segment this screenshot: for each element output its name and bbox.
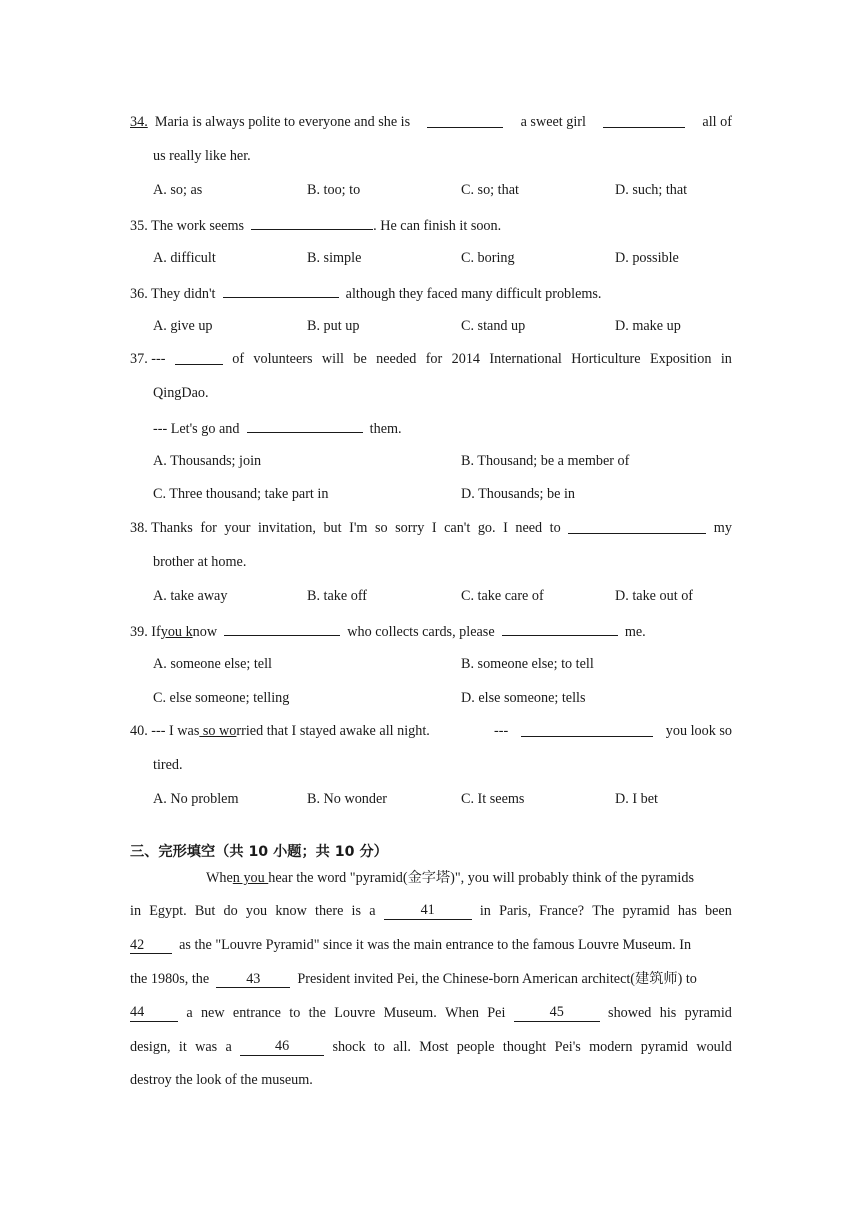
question-text: for <box>200 520 217 536</box>
passage-text: entrance <box>232 1005 281 1021</box>
passage-line-3 <box>130 936 691 954</box>
question-38-line2: brother at home. <box>153 554 247 570</box>
option-c: C. stand up <box>461 318 526 334</box>
cloze-blank-45: 45 <box>514 1004 600 1022</box>
question-text: who collects cards, please <box>347 624 495 640</box>
passage-text: a <box>369 903 376 919</box>
question-text: your <box>224 520 251 536</box>
question-text: I <box>503 520 508 536</box>
option-d: D. take out of <box>615 588 694 604</box>
option-c: C. so; that <box>461 182 519 198</box>
question-text: so wo <box>199 723 237 739</box>
question-text: invitation, <box>257 520 316 536</box>
passage-text: Egypt. <box>149 903 187 919</box>
question-text: me. <box>624 624 646 640</box>
question-37-line2: QingDao. <box>153 385 209 401</box>
answer-blank <box>568 519 706 534</box>
passage-line-7: destroy the look of the museum. <box>130 1072 313 1088</box>
answer-blank <box>427 113 503 128</box>
question-text: need <box>515 520 543 536</box>
passage-text: been <box>705 903 732 919</box>
cloze-blank-46: 46 <box>240 1038 324 1056</box>
option-c: C. else someone; telling <box>153 690 290 706</box>
question-text: --- I was <box>151 723 200 739</box>
option-a: A. someone else; tell <box>153 656 272 672</box>
option-d: D. possible <box>615 250 679 266</box>
passage-text: to <box>289 1005 301 1021</box>
question-37-line1 <box>130 350 732 368</box>
passage-line-1 <box>206 869 694 887</box>
question-text: can't <box>444 520 471 536</box>
question-text: If <box>151 624 161 640</box>
passage-text: n you <box>232 870 269 886</box>
question-36 <box>130 283 601 303</box>
option-d: D. such; that <box>615 182 688 198</box>
answer-blank <box>175 350 223 365</box>
question-text: 2014 <box>451 351 480 367</box>
passage-text: there <box>315 903 344 919</box>
passage-text: is <box>351 903 362 919</box>
question-text: sorry <box>395 520 425 536</box>
answer-blank <box>223 283 339 298</box>
passage-line-2 <box>130 902 732 920</box>
option-b: B. simple <box>307 250 362 266</box>
question-34-line2: us really like her. <box>153 148 251 164</box>
cloze-blank-44: 44 <box>130 1004 178 1022</box>
question-text: my <box>713 520 732 536</box>
section-heading: 三、完形填空（共 10 小题；共 10 分） <box>130 844 388 860</box>
option-a: A. take away <box>153 588 228 604</box>
question-text: but <box>323 520 342 536</box>
passage-text: has <box>677 903 697 919</box>
question-text: Maria is always polite to everyone and she is <box>154 114 411 130</box>
question-text: --- Let's go and <box>153 421 240 437</box>
passage-text: a <box>186 1005 193 1021</box>
question-text: will <box>321 351 344 367</box>
option-d: D. else someone; tells <box>461 690 586 706</box>
question-text: Exposition <box>649 351 712 367</box>
question-number: 40. <box>130 723 148 739</box>
passage-text: When <box>445 1005 479 1021</box>
question-number: 34. <box>130 114 148 130</box>
question-35 <box>130 215 501 235</box>
option-d: D. Thousands; be in <box>461 486 576 502</box>
question-text: I <box>431 520 437 536</box>
question-text: although they faced many difficult problems. <box>345 286 602 302</box>
question-number: 35. <box>130 218 148 234</box>
question-text: be <box>353 351 367 367</box>
option-c: C. Three thousand; take part in <box>153 486 329 502</box>
option-b: B. take off <box>307 588 368 604</box>
option-b: B. No wonder <box>307 791 387 807</box>
passage-text: a <box>225 1039 232 1055</box>
option-b: B. Thousand; be a member of <box>461 453 630 469</box>
question-number: 39. <box>130 624 148 640</box>
question-text: go. <box>477 520 496 536</box>
cloze-blank-42: 42 <box>130 937 172 954</box>
passage-text: do <box>223 903 238 919</box>
option-a: A. give up <box>153 318 213 334</box>
question-number: 37. <box>130 351 148 367</box>
passage-text: But <box>194 903 216 919</box>
question-text: International <box>489 351 562 367</box>
passage-text: Pei's <box>554 1039 581 1055</box>
question-number: 36. <box>130 286 148 302</box>
passage-text: his <box>659 1005 677 1021</box>
question-text: . He can finish it soon. <box>373 218 502 234</box>
option-d: D. I bet <box>615 791 658 807</box>
question-text: so <box>374 520 388 536</box>
question-text: you k <box>160 624 193 640</box>
question-number: 38. <box>130 520 148 536</box>
passage-line-5 <box>130 1004 732 1022</box>
passage-text: Museum. <box>383 1005 437 1021</box>
option-d: D. make up <box>615 318 681 334</box>
passage-text: design, <box>130 1039 171 1055</box>
passage-text: modern <box>589 1039 633 1055</box>
passage-text: as the "Louvre Pyramid" since it was the main entrance to the famous Louvre Museum. In <box>179 937 692 953</box>
option-a: A. Thousands; join <box>153 453 262 469</box>
option-b: B. someone else; to tell <box>461 656 594 672</box>
passage-text: the <box>308 1005 326 1021</box>
passage-text: Most <box>419 1039 449 1055</box>
option-a: A. No problem <box>153 791 239 807</box>
question-text: --- <box>151 351 166 367</box>
passage-text: Pei <box>487 1005 506 1021</box>
answer-blank <box>251 215 373 230</box>
passage-text: new <box>200 1005 225 1021</box>
passage-text: all. <box>393 1039 411 1055</box>
question-text: needed <box>376 351 417 367</box>
option-c: C. take care of <box>461 588 544 604</box>
passage-text: to <box>373 1039 385 1055</box>
question-text: Thanks <box>151 520 193 536</box>
question-text: now <box>192 624 218 640</box>
question-text: Horticulture <box>571 351 641 367</box>
passage-text: showed <box>608 1005 652 1021</box>
passage-text: Louvre <box>334 1005 376 1021</box>
passage-text: Whe <box>206 870 233 886</box>
passage-text: President invited Pei, the Chinese-born American architect(建筑师) to <box>297 971 697 987</box>
question-38-line1 <box>130 519 732 537</box>
passage-text: The <box>592 903 615 919</box>
passage-text: pyramid <box>684 1005 732 1021</box>
passage-text: was <box>195 1039 218 1055</box>
passage-text: know <box>275 903 307 919</box>
answer-blank <box>521 722 653 737</box>
question-text: I'm <box>349 520 368 536</box>
question-text: --- <box>494 723 509 739</box>
question-39 <box>130 621 646 641</box>
option-a: A. so; as <box>153 182 203 198</box>
question-text: you look so <box>665 723 732 739</box>
question-text: They didn't <box>151 286 216 302</box>
question-40-line2: tired. <box>153 757 183 773</box>
question-40-line1-part1 <box>130 722 430 740</box>
cloze-blank-41: 41 <box>384 902 472 920</box>
passage-text: would <box>696 1039 732 1055</box>
question-text: volunteers <box>253 351 313 367</box>
option-b: B. put up <box>307 318 360 334</box>
passage-text: pyramid <box>640 1039 689 1055</box>
cloze-blank-43: 43 <box>216 971 290 988</box>
question-text: for <box>425 351 443 367</box>
answer-blank <box>247 418 363 433</box>
passage-text: in <box>130 903 142 919</box>
question-text: to <box>549 520 561 536</box>
question-text: of <box>232 351 245 367</box>
passage-text: Paris, <box>499 903 531 919</box>
passage-text: it <box>178 1039 187 1055</box>
passage-text: France? <box>539 903 585 919</box>
passage-text: people <box>456 1039 495 1055</box>
question-text: rried that I stayed awake all night. <box>236 723 430 739</box>
option-b: B. too; to <box>307 182 361 198</box>
passage-line-6 <box>130 1038 732 1056</box>
passage-line-4 <box>130 970 697 988</box>
passage-text: in <box>479 903 491 919</box>
passage-text: pyramid <box>622 903 670 919</box>
question-text: all of <box>702 114 732 130</box>
question-34-line1 <box>130 113 732 131</box>
question-37-line3 <box>153 418 402 438</box>
option-c: C. It seems <box>461 791 525 807</box>
question-40-line1-part2 <box>494 722 732 740</box>
passage-text: hear the word "pyramid(金字塔)", you will probably think of the pyramids <box>268 870 694 886</box>
passage-text: shock <box>332 1039 366 1055</box>
passage-text: the 1980s, the <box>130 971 210 987</box>
answer-blank <box>502 621 618 636</box>
option-a: A. difficult <box>153 250 216 266</box>
question-text: them. <box>369 421 402 437</box>
option-c: C. boring <box>461 250 515 266</box>
answer-blank <box>603 113 685 128</box>
passage-text: you <box>245 903 268 919</box>
question-text: The work seems <box>151 218 245 234</box>
answer-blank <box>224 621 340 636</box>
question-text: in <box>720 351 732 367</box>
passage-text: thought <box>502 1039 547 1055</box>
question-text: a sweet girl <box>520 114 586 130</box>
